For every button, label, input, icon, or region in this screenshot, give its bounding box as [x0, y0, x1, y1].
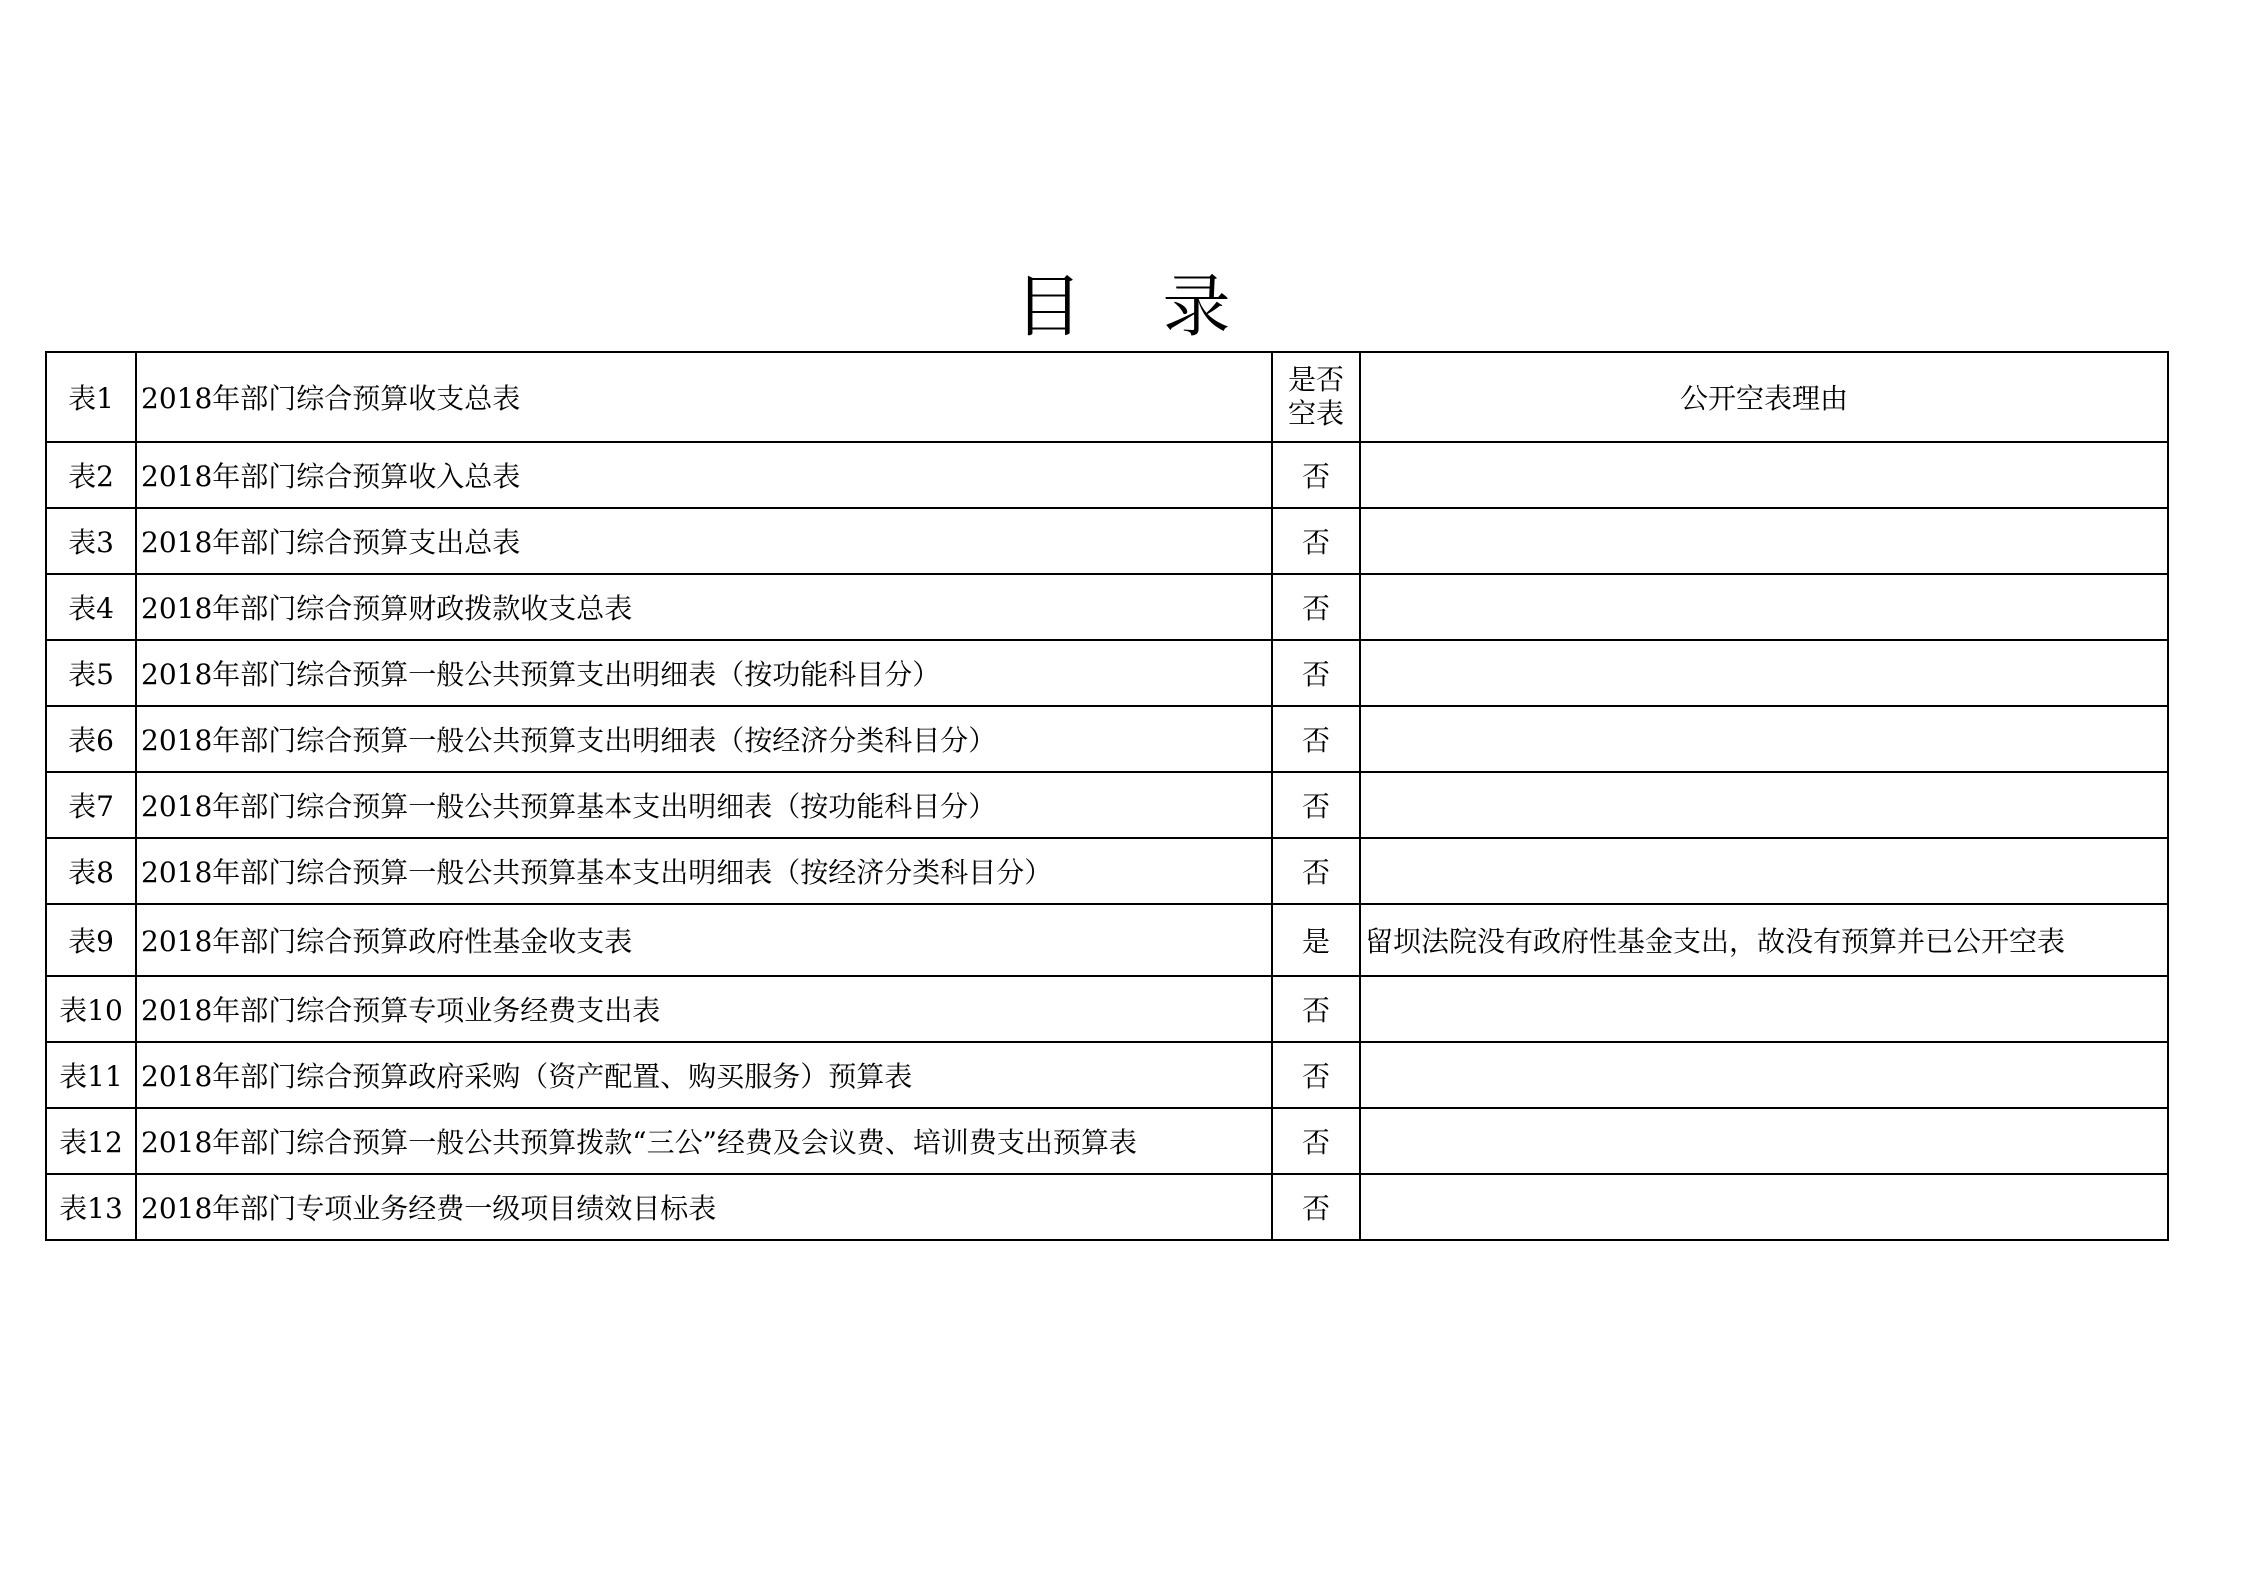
table-no-cell: 表3: [46, 508, 136, 574]
table-no-cell: 表6: [46, 706, 136, 772]
reason-cell: [1360, 442, 2168, 508]
table-no-cell: 表1: [46, 352, 136, 442]
reason-cell: [1360, 772, 2168, 838]
table-no-cell: 表4: [46, 574, 136, 640]
table-row: [46, 1174, 2168, 1240]
table-no-cell: 表13: [46, 1174, 136, 1240]
table-name-cell: 2018年部门综合预算财政拨款收支总表: [136, 574, 1272, 640]
reason-cell: [1360, 976, 2168, 1042]
table-row: [46, 706, 2168, 772]
table-no-cell: 表9: [46, 904, 136, 976]
is-empty-cell: 否: [1272, 1108, 1360, 1174]
table-name-cell: 2018年部门综合预算支出总表: [136, 508, 1272, 574]
table-row: [46, 772, 2168, 838]
table-name-cell: 2018年部门综合预算政府性基金收支表: [136, 904, 1272, 976]
is-empty-cell: 否: [1272, 442, 1360, 508]
is-empty-cell: 否: [1272, 1174, 1360, 1240]
table-row: [46, 442, 2168, 508]
page-title: 目录: [1014, 268, 1311, 347]
table-no-cell: 表12: [46, 1108, 136, 1174]
is-empty-cell: 否: [1272, 706, 1360, 772]
table-no-cell: 表5: [46, 640, 136, 706]
reason-cell: [1360, 574, 2168, 640]
table-no-cell: 表8: [46, 838, 136, 904]
table-name-cell: 2018年部门综合预算一般公共预算支出明细表（按功能科目分）: [136, 640, 1272, 706]
table-header-row: [46, 352, 2168, 442]
reason-cell: [1360, 1108, 2168, 1174]
table-name-cell: 2018年部门综合预算一般公共预算支出明细表（按经济分类科目分）: [136, 706, 1272, 772]
table-name-cell: 2018年部门专项业务经费一级项目绩效目标表: [136, 1174, 1272, 1240]
table-name-cell: 2018年部门综合预算收支总表: [136, 352, 1272, 442]
table-name-cell: 2018年部门综合预算专项业务经费支出表: [136, 976, 1272, 1042]
table-row: [46, 976, 2168, 1042]
reason-cell: [1360, 508, 2168, 574]
reason-cell: [1360, 706, 2168, 772]
table-row: [46, 574, 2168, 640]
is-empty-cell: 否: [1272, 1042, 1360, 1108]
is-empty-cell: 否: [1272, 838, 1360, 904]
table-row: [46, 904, 2168, 976]
reason-cell: [1360, 640, 2168, 706]
table-no-cell: 表10: [46, 976, 136, 1042]
is-empty-cell: 否: [1272, 508, 1360, 574]
table-name-cell: 2018年部门综合预算一般公共预算拨款“三公”经费及会议费、培训费支出预算表: [136, 1108, 1272, 1174]
is-empty-cell: 否: [1272, 640, 1360, 706]
table-no-cell: 表2: [46, 442, 136, 508]
table-row: [46, 1108, 2168, 1174]
is-empty-header-line2: 空表: [1287, 397, 1344, 430]
is-empty-header-line1: 是否: [1287, 363, 1344, 396]
table-row: [46, 508, 2168, 574]
is-empty-header: [1272, 352, 1360, 442]
toc-table: [45, 351, 2169, 1241]
table-row: [46, 1042, 2168, 1108]
table-name-cell: 2018年部门综合预算一般公共预算基本支出明细表（按经济分类科目分）: [136, 838, 1272, 904]
is-empty-cell: 是: [1272, 904, 1360, 976]
reason-cell: 留坝法院没有政府性基金支出，故没有预算并已公开空表: [1360, 904, 2168, 976]
table-name-cell: 2018年部门综合预算政府采购（资产配置、购买服务）预算表: [136, 1042, 1272, 1108]
is-empty-cell: 否: [1272, 574, 1360, 640]
table-name-cell: 2018年部门综合预算一般公共预算基本支出明细表（按功能科目分）: [136, 772, 1272, 838]
table-row: [46, 838, 2168, 904]
is-empty-cell: 否: [1272, 772, 1360, 838]
reason-cell: [1360, 1042, 2168, 1108]
table-no-cell: 表11: [46, 1042, 136, 1108]
is-empty-cell: 否: [1272, 976, 1360, 1042]
table-name-cell: 2018年部门综合预算收入总表: [136, 442, 1272, 508]
reason-cell: [1360, 838, 2168, 904]
table-no-cell: 表7: [46, 772, 136, 838]
reason-cell: [1360, 1174, 2168, 1240]
reason-header: 公开空表理由: [1360, 352, 2168, 442]
table-row: [46, 640, 2168, 706]
